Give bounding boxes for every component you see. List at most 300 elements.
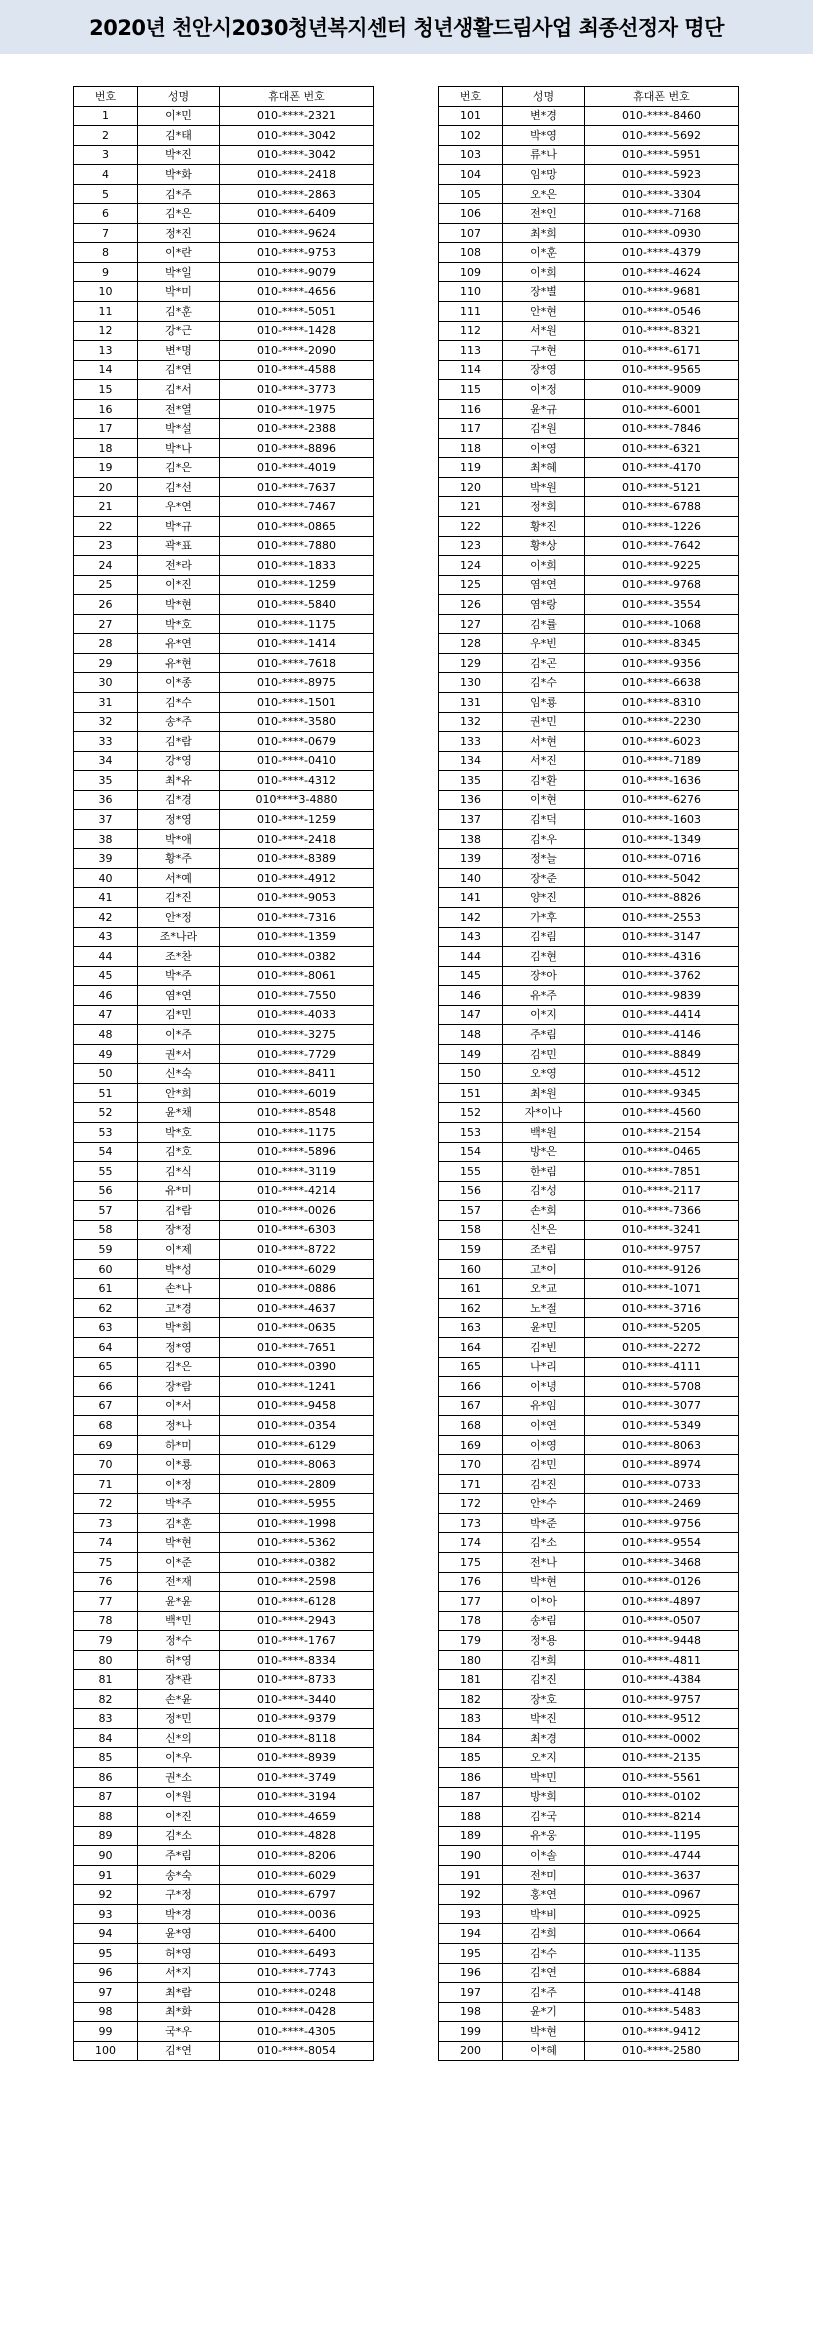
row-number: 158 <box>439 1220 503 1240</box>
table-row <box>74 223 374 243</box>
phone-number: 010-****-8849 <box>585 1044 739 1064</box>
phone-number: 010-****-0026 <box>220 1201 374 1221</box>
phone-number: 010-****-9753 <box>220 243 374 263</box>
table-row <box>74 1318 374 1338</box>
row-number: 198 <box>439 2002 503 2022</box>
table-row <box>74 1709 374 1729</box>
table-row <box>74 1181 374 1201</box>
phone-number: 010-****-2598 <box>220 1572 374 1592</box>
applicant-name: 이*종 <box>138 673 220 693</box>
table-row <box>439 966 739 986</box>
table-row <box>74 438 374 458</box>
row-number: 74 <box>74 1533 138 1553</box>
table-row <box>74 712 374 732</box>
row-number: 149 <box>439 1044 503 1064</box>
table-row <box>74 1279 374 1299</box>
table-row <box>439 732 739 752</box>
row-number: 85 <box>74 1748 138 1768</box>
table-row <box>439 341 739 361</box>
row-number: 9 <box>74 262 138 282</box>
row-number: 94 <box>74 1924 138 1944</box>
applicant-name: 박*미 <box>138 282 220 302</box>
phone-number: 010-****-1975 <box>220 399 374 419</box>
applicant-name: 김*주 <box>503 1983 585 2003</box>
phone-number: 010-****-3042 <box>220 126 374 146</box>
phone-number: 010-****-4214 <box>220 1181 374 1201</box>
row-number: 14 <box>74 360 138 380</box>
table-row <box>439 1885 739 1905</box>
table-row <box>74 1787 374 1807</box>
applicant-name: 고*경 <box>138 1298 220 1318</box>
table-row <box>74 1943 374 1963</box>
applicant-name: 김*연 <box>503 1963 585 1983</box>
table-row <box>74 1435 374 1455</box>
phone-number: 010-****-0507 <box>585 1611 739 1631</box>
table-row <box>439 1357 739 1377</box>
table-row <box>74 1298 374 1318</box>
phone-number: 010-****-4148 <box>585 1983 739 2003</box>
applicant-name: 김*연 <box>138 2041 220 2061</box>
phone-number: 010-****-8054 <box>220 2041 374 2061</box>
row-number: 109 <box>439 262 503 282</box>
applicant-name: 이*정 <box>503 380 585 400</box>
row-number: 133 <box>439 732 503 752</box>
phone-number: 010-****-0390 <box>220 1357 374 1377</box>
applicant-name: 이*정 <box>138 1474 220 1494</box>
table-row <box>74 634 374 654</box>
phone-number: 010-****-3749 <box>220 1768 374 1788</box>
phone-number: 010****3-4880 <box>220 790 374 810</box>
row-number: 141 <box>439 888 503 908</box>
row-number: 110 <box>439 282 503 302</box>
applicant-name: 양*진 <box>503 888 585 908</box>
table-row <box>74 1377 374 1397</box>
row-number: 187 <box>439 1787 503 1807</box>
applicant-name: 김*소 <box>138 1826 220 1846</box>
table-row <box>74 1983 374 2003</box>
table-row <box>74 1474 374 1494</box>
table-row <box>74 145 374 165</box>
table-row <box>439 1122 739 1142</box>
applicant-name: 고*이 <box>503 1259 585 1279</box>
table-row <box>439 1396 739 1416</box>
table-row <box>439 986 739 1006</box>
row-number: 72 <box>74 1494 138 1514</box>
applicant-name: 염*연 <box>138 986 220 1006</box>
phone-number: 010-****-1359 <box>220 927 374 947</box>
row-number: 123 <box>439 536 503 556</box>
phone-number: 010-****-3241 <box>585 1220 739 1240</box>
table-row <box>439 223 739 243</box>
phone-number: 010-****-2469 <box>585 1494 739 1514</box>
table-row <box>74 653 374 673</box>
row-number: 172 <box>439 1494 503 1514</box>
row-number: 134 <box>439 751 503 771</box>
phone-number: 010-****-8345 <box>585 634 739 654</box>
applicant-name: 장*준 <box>503 868 585 888</box>
header-number: 번호 <box>439 87 503 107</box>
applicant-name: 변*명 <box>138 341 220 361</box>
phone-number: 010-****-8896 <box>220 438 374 458</box>
table-row <box>439 165 739 185</box>
table-row <box>74 321 374 341</box>
phone-number: 010-****-4588 <box>220 360 374 380</box>
applicant-name: 손*윤 <box>138 1689 220 1709</box>
table-row <box>439 1474 739 1494</box>
table-row <box>74 1963 374 1983</box>
row-number: 97 <box>74 1983 138 2003</box>
table-row <box>74 1220 374 1240</box>
table-row <box>439 1064 739 1084</box>
phone-number: 010-****-6321 <box>585 438 739 458</box>
table-row <box>74 614 374 634</box>
row-number: 175 <box>439 1553 503 1573</box>
table-row <box>74 1572 374 1592</box>
table-row <box>439 634 739 654</box>
row-number: 139 <box>439 849 503 869</box>
phone-number: 010-****-1135 <box>585 1943 739 1963</box>
table-row <box>74 2022 374 2042</box>
applicant-name: 구*현 <box>503 341 585 361</box>
applicant-name: 박*주 <box>138 966 220 986</box>
table-row <box>74 1494 374 1514</box>
row-number: 118 <box>439 438 503 458</box>
phone-number: 010-****-7550 <box>220 986 374 1006</box>
row-number: 65 <box>74 1357 138 1377</box>
applicant-name: 박*원 <box>503 477 585 497</box>
table-row <box>74 771 374 791</box>
row-number: 195 <box>439 1943 503 1963</box>
table-row <box>439 1162 739 1182</box>
applicant-name: 권*민 <box>503 712 585 732</box>
phone-number: 010-****-4384 <box>585 1670 739 1690</box>
phone-number: 010-****-5708 <box>585 1377 739 1397</box>
row-number: 106 <box>439 204 503 224</box>
table-row <box>439 575 739 595</box>
phone-number: 010-****-4170 <box>585 458 739 478</box>
applicant-name: 구*정 <box>138 1885 220 1905</box>
row-number: 173 <box>439 1513 503 1533</box>
phone-number: 010-****-8460 <box>585 106 739 126</box>
table-row <box>74 1455 374 1475</box>
table-row <box>439 1318 739 1338</box>
row-number: 140 <box>439 868 503 888</box>
page-title: 2020년 천안시2030청년복지센터 청년생활드림사업 최종선정자 명단 <box>89 16 724 40</box>
applicant-name: 김*람 <box>138 732 220 752</box>
row-number: 98 <box>74 2002 138 2022</box>
row-number: 20 <box>74 477 138 497</box>
applicant-name: 김*연 <box>138 360 220 380</box>
applicant-name: 이*우 <box>138 1748 220 1768</box>
table-row <box>74 986 374 1006</box>
table-row <box>439 2002 739 2022</box>
table-row <box>74 1357 374 1377</box>
table-row <box>439 1865 739 1885</box>
applicant-name: 박*영 <box>503 126 585 146</box>
table-row <box>74 1826 374 1846</box>
row-number: 55 <box>74 1162 138 1182</box>
phone-number: 010-****-2230 <box>585 712 739 732</box>
row-number: 108 <box>439 243 503 263</box>
table-row <box>439 1943 739 1963</box>
applicant-name: 유*주 <box>503 986 585 1006</box>
row-number: 99 <box>74 2022 138 2042</box>
phone-number: 010-****-5840 <box>220 595 374 615</box>
table-row <box>439 1592 739 1612</box>
phone-number: 010-****-9079 <box>220 262 374 282</box>
row-number: 177 <box>439 1592 503 1612</box>
phone-number: 010-****-9565 <box>585 360 739 380</box>
phone-number: 010-****-2321 <box>220 106 374 126</box>
row-number: 166 <box>439 1377 503 1397</box>
table-row <box>439 790 739 810</box>
row-number: 107 <box>439 223 503 243</box>
phone-number: 010-****-2863 <box>220 184 374 204</box>
row-number: 171 <box>439 1474 503 1494</box>
applicant-name: 김*주 <box>138 184 220 204</box>
row-number: 96 <box>74 1963 138 1983</box>
header-number: 번호 <box>74 87 138 107</box>
table-row <box>74 1259 374 1279</box>
phone-number: 010-****-2388 <box>220 419 374 439</box>
table-row <box>74 751 374 771</box>
phone-number: 010-****-4811 <box>585 1650 739 1670</box>
table-row <box>74 1631 374 1651</box>
table-row <box>74 1396 374 1416</box>
row-number: 83 <box>74 1709 138 1729</box>
row-number: 17 <box>74 419 138 439</box>
table-row <box>439 1220 739 1240</box>
applicant-name: 전*미 <box>503 1865 585 1885</box>
row-number: 180 <box>439 1650 503 1670</box>
row-number: 57 <box>74 1201 138 1221</box>
phone-number: 010-****-4744 <box>585 1846 739 1866</box>
phone-number: 010-****-4512 <box>585 1064 739 1084</box>
row-number: 193 <box>439 1904 503 1924</box>
applicant-name: 윤*민 <box>503 1318 585 1338</box>
row-number: 163 <box>439 1318 503 1338</box>
applicant-name: 이*원 <box>138 1787 220 1807</box>
roster-table-left <box>73 86 374 2061</box>
header-row <box>439 87 739 107</box>
applicant-name: 서*지 <box>138 1963 220 1983</box>
row-number: 11 <box>74 302 138 322</box>
phone-number: 010-****-3716 <box>585 1298 739 1318</box>
applicant-name: 안*희 <box>138 1083 220 1103</box>
applicant-name: 전*나 <box>503 1553 585 1573</box>
row-number: 152 <box>439 1103 503 1123</box>
table-row <box>74 1865 374 1885</box>
row-number: 58 <box>74 1220 138 1240</box>
applicant-name: 허*영 <box>138 1650 220 1670</box>
row-number: 138 <box>439 829 503 849</box>
table-row <box>74 673 374 693</box>
table-row <box>74 868 374 888</box>
phone-number: 010-****-9126 <box>585 1259 739 1279</box>
row-number: 120 <box>439 477 503 497</box>
phone-number: 010-****-4637 <box>220 1298 374 1318</box>
table-row <box>439 106 739 126</box>
phone-number: 010-****-4111 <box>585 1357 739 1377</box>
row-number: 114 <box>439 360 503 380</box>
phone-number: 010-****-3580 <box>220 712 374 732</box>
row-number: 132 <box>439 712 503 732</box>
applicant-name: 이*희 <box>503 556 585 576</box>
applicant-name: 권*서 <box>138 1044 220 1064</box>
phone-number: 010-****-9379 <box>220 1709 374 1729</box>
table-row <box>74 1416 374 1436</box>
row-number: 67 <box>74 1396 138 1416</box>
row-number: 182 <box>439 1689 503 1709</box>
phone-number: 010-****-8975 <box>220 673 374 693</box>
applicant-name: 임*룡 <box>503 692 585 712</box>
table-row <box>74 126 374 146</box>
applicant-name: 하*미 <box>138 1435 220 1455</box>
row-number: 71 <box>74 1474 138 1494</box>
row-number: 92 <box>74 1885 138 1905</box>
row-number: 197 <box>439 1983 503 2003</box>
table-row <box>74 556 374 576</box>
table-row <box>74 1592 374 1612</box>
row-number: 77 <box>74 1592 138 1612</box>
phone-number: 010-****-6493 <box>220 1943 374 1963</box>
phone-number: 010-****-7168 <box>585 204 739 224</box>
row-number: 168 <box>439 1416 503 1436</box>
phone-number: 010-****-2418 <box>220 165 374 185</box>
row-number: 87 <box>74 1787 138 1807</box>
applicant-name: 박*규 <box>138 517 220 537</box>
table-row <box>439 595 739 615</box>
table-row <box>74 302 374 322</box>
row-number: 115 <box>439 380 503 400</box>
phone-number: 010-****-9756 <box>585 1513 739 1533</box>
applicant-name: 주*림 <box>503 1025 585 1045</box>
row-number: 28 <box>74 634 138 654</box>
applicant-name: 최*혜 <box>503 458 585 478</box>
table-row <box>439 1044 739 1064</box>
row-number: 26 <box>74 595 138 615</box>
row-number: 188 <box>439 1807 503 1827</box>
phone-number: 010-****-4897 <box>585 1592 739 1612</box>
phone-number: 010-****-6023 <box>585 732 739 752</box>
table-row <box>74 1513 374 1533</box>
applicant-name: 김*수 <box>503 673 585 693</box>
table-row <box>439 810 739 830</box>
row-number: 49 <box>74 1044 138 1064</box>
applicant-name: 이*현 <box>503 790 585 810</box>
phone-number: 010-****-3119 <box>220 1162 374 1182</box>
row-number: 90 <box>74 1846 138 1866</box>
applicant-name: 임*망 <box>503 165 585 185</box>
phone-number: 010-****-0428 <box>220 2002 374 2022</box>
table-row <box>439 2041 739 2061</box>
applicant-name: 이*녕 <box>503 1377 585 1397</box>
row-number: 46 <box>74 986 138 1006</box>
row-number: 22 <box>74 517 138 537</box>
applicant-name: 정*나 <box>138 1416 220 1436</box>
row-number: 186 <box>439 1768 503 1788</box>
phone-number: 010-****-9009 <box>585 380 739 400</box>
table-row <box>439 1377 739 1397</box>
row-number: 43 <box>74 927 138 947</box>
row-number: 63 <box>74 1318 138 1338</box>
table-row <box>439 1924 739 1944</box>
table-row <box>439 184 739 204</box>
phone-number: 010-****-4828 <box>220 1826 374 1846</box>
applicant-name: 권*소 <box>138 1768 220 1788</box>
row-number: 16 <box>74 399 138 419</box>
row-number: 70 <box>74 1455 138 1475</box>
applicant-name: 한*림 <box>503 1162 585 1182</box>
applicant-name: 안*정 <box>138 907 220 927</box>
row-number: 196 <box>439 1963 503 1983</box>
applicant-name: 김*수 <box>503 1943 585 1963</box>
phone-number: 010-****-7642 <box>585 536 739 556</box>
applicant-name: 이*지 <box>503 1005 585 1025</box>
applicant-name: 장*아 <box>503 966 585 986</box>
applicant-name: 전*열 <box>138 399 220 419</box>
applicant-name: 조*찬 <box>138 947 220 967</box>
phone-number: 010-****-1226 <box>585 517 739 537</box>
table-row <box>439 1201 739 1221</box>
applicant-name: 김*곤 <box>503 653 585 673</box>
applicant-name: 전*재 <box>138 1572 220 1592</box>
applicant-name: 홍*연 <box>503 1885 585 1905</box>
applicant-name: 정*수 <box>138 1631 220 1651</box>
applicant-name: 박*진 <box>503 1709 585 1729</box>
row-number: 184 <box>439 1728 503 1748</box>
phone-number: 010-****-9512 <box>585 1709 739 1729</box>
phone-number: 010-****-8206 <box>220 1846 374 1866</box>
applicant-name: 김*성 <box>503 1181 585 1201</box>
phone-number: 010-****-4316 <box>585 947 739 967</box>
phone-number: 010-****-1195 <box>585 1826 739 1846</box>
header-name: 성명 <box>503 87 585 107</box>
phone-number: 010-****-5951 <box>585 145 739 165</box>
table-row <box>439 1728 739 1748</box>
header-row <box>74 87 374 107</box>
row-number: 37 <box>74 810 138 830</box>
row-number: 38 <box>74 829 138 849</box>
row-number: 194 <box>439 1924 503 1944</box>
table-row <box>74 380 374 400</box>
phone-number: 010-****-3440 <box>220 1689 374 1709</box>
table-row <box>439 321 739 341</box>
table-row <box>74 947 374 967</box>
phone-number: 010-****-3275 <box>220 1025 374 1045</box>
phone-number: 010-****-9225 <box>585 556 739 576</box>
phone-number: 010-****-5205 <box>585 1318 739 1338</box>
phone-number: 010-****-8063 <box>220 1455 374 1475</box>
table-row <box>439 1279 739 1299</box>
row-number: 178 <box>439 1611 503 1631</box>
row-number: 10 <box>74 282 138 302</box>
table-row <box>439 1455 739 1475</box>
row-number: 18 <box>74 438 138 458</box>
row-number: 84 <box>74 1728 138 1748</box>
applicant-name: 장*영 <box>503 360 585 380</box>
row-number: 33 <box>74 732 138 752</box>
row-number: 154 <box>439 1142 503 1162</box>
applicant-name: 최*유 <box>138 771 220 791</box>
row-number: 117 <box>439 419 503 439</box>
phone-number: 010-****-3147 <box>585 927 739 947</box>
row-number: 39 <box>74 849 138 869</box>
applicant-name: 이*진 <box>138 575 220 595</box>
row-number: 48 <box>74 1025 138 1045</box>
applicant-name: 김*덕 <box>503 810 585 830</box>
applicant-name: 최*람 <box>138 1983 220 2003</box>
